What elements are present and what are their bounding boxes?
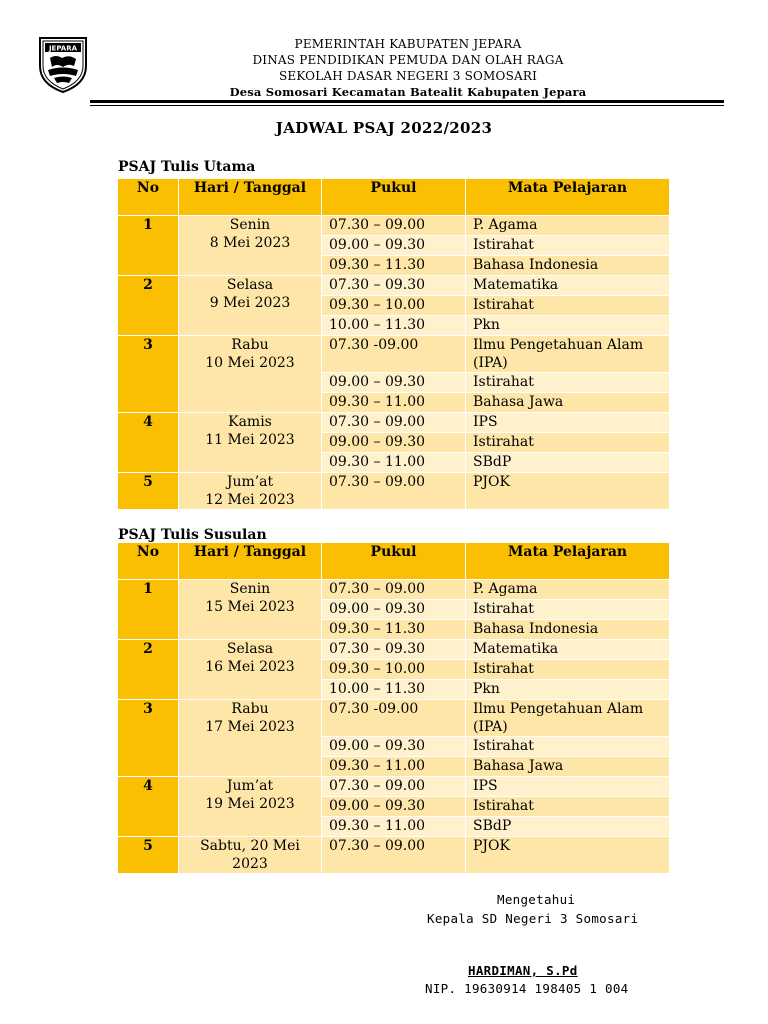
day-date-cell <box>179 216 322 276</box>
day-date-cell <box>179 700 322 777</box>
column-header-day: Hari / Tanggal <box>179 179 322 216</box>
day-date-cell <box>179 580 322 640</box>
time-cell: 09.00 – 09.30 <box>322 373 466 393</box>
subject-cell: PJOK <box>466 473 670 510</box>
table-row <box>118 276 670 296</box>
day-number-cell: 2 <box>118 640 179 700</box>
subject-cell: Ilmu Pengetahuan Alam (IPA) <box>466 700 670 737</box>
table-row <box>118 700 670 737</box>
time-cell: 07.30 -09.00 <box>322 700 466 737</box>
table-row <box>118 640 670 660</box>
table-row <box>118 216 670 236</box>
letterhead <box>36 28 720 106</box>
time-cell: 09.30 – 11.30 <box>322 256 466 276</box>
time-cell: 10.00 – 11.30 <box>322 316 466 336</box>
subject-cell: Istirahat <box>466 236 670 256</box>
day-name: Rabu <box>231 701 269 717</box>
day-date: 10 Mei 2023 <box>205 355 295 371</box>
subject-cell: Istirahat <box>466 737 670 757</box>
table-row <box>118 777 670 797</box>
schedule-table-susulan <box>117 542 670 874</box>
time-cell: 09.30 – 11.00 <box>322 393 466 413</box>
table-row <box>118 837 670 874</box>
time-cell: 10.00 – 11.30 <box>322 680 466 700</box>
subject-cell: IPS <box>466 413 670 433</box>
time-cell: 09.00 – 09.30 <box>322 797 466 817</box>
day-number-cell: 5 <box>118 473 179 510</box>
letterhead-rule-thin <box>90 105 724 106</box>
time-cell: 09.30 – 10.00 <box>322 296 466 316</box>
time-cell: 09.00 – 09.30 <box>322 433 466 453</box>
subject-cell: Istirahat <box>466 373 670 393</box>
schedule-table-utama <box>117 178 670 510</box>
column-header-no: No <box>118 543 179 580</box>
subject-cell: Istirahat <box>466 660 670 680</box>
subject-cell: Istirahat <box>466 600 670 620</box>
day-number-cell: 1 <box>118 580 179 640</box>
table-header-row <box>118 543 670 580</box>
time-cell: 07.30 – 09.00 <box>322 473 466 510</box>
subject-cell: Bahasa Indonesia <box>466 256 670 276</box>
time-cell: 09.00 – 09.30 <box>322 600 466 620</box>
subject-cell: SBdP <box>466 453 670 473</box>
day-date: 19 Mei 2023 <box>205 796 295 812</box>
day-number-cell: 3 <box>118 700 179 777</box>
document-title: JADWAL PSAJ 2022/2023 <box>275 119 493 137</box>
subject-cell: PJOK <box>466 837 670 874</box>
letterhead-line-1: PEMERINTAH KABUPATEN JEPARA <box>294 37 522 51</box>
subject-cell: Pkn <box>466 680 670 700</box>
day-number-cell: 4 <box>118 777 179 837</box>
column-header-time: Pukul <box>322 179 466 216</box>
day-date-cell <box>179 473 322 510</box>
subject-cell: Matematika <box>466 276 670 296</box>
jepara-emblem-icon <box>36 32 90 94</box>
day-name: Selasa <box>226 277 274 293</box>
subject-cell: Pkn <box>466 316 670 336</box>
time-cell: 07.30 – 09.00 <box>322 413 466 433</box>
subject-cell: Bahasa Jawa <box>466 757 670 777</box>
day-date: 17 Mei 2023 <box>205 719 295 735</box>
subject-cell: SBdP <box>466 817 670 837</box>
time-cell: 07.30 – 09.00 <box>322 837 466 874</box>
day-date-cell <box>179 640 322 700</box>
day-name: Kamis <box>228 414 272 430</box>
subject-cell: Istirahat <box>466 433 670 453</box>
subject-cell: Istirahat <box>466 296 670 316</box>
acknowledged-label: Mengetahui <box>497 892 576 907</box>
letterhead-line-2: DINAS PENDIDIKAN PEMUDA DAN OLAH RAGA <box>252 53 564 67</box>
time-cell: 07.30 – 09.30 <box>322 640 466 660</box>
day-name: Selasa <box>226 641 274 657</box>
subject-cell: Bahasa Indonesia <box>466 620 670 640</box>
day-number-cell: 4 <box>118 413 179 473</box>
time-cell: 07.30 – 09.00 <box>322 777 466 797</box>
time-cell: 09.30 – 11.30 <box>322 620 466 640</box>
subject-cell: P. Agama <box>466 216 670 236</box>
column-header-day: Hari / Tanggal <box>179 543 322 580</box>
day-name: Rabu <box>231 337 269 353</box>
column-header-subject: Mata Pelajaran <box>466 543 670 580</box>
day-name: Sabtu, 20 Mei <box>200 838 300 854</box>
day-name: Senin <box>229 217 271 233</box>
day-date: 2023 <box>232 856 268 872</box>
day-date: 9 Mei 2023 <box>209 295 291 311</box>
day-number-cell: 1 <box>118 216 179 276</box>
subject-cell: Bahasa Jawa <box>466 393 670 413</box>
time-cell: 09.30 – 10.00 <box>322 660 466 680</box>
section-title-utama: PSAJ Tulis Utama <box>118 159 256 175</box>
signatory-position: Kepala SD Negeri 3 Somosari <box>427 911 639 926</box>
time-cell: 09.00 – 09.30 <box>322 737 466 757</box>
day-name: Jum’at <box>226 778 274 794</box>
time-cell: 09.30 – 11.00 <box>322 817 466 837</box>
subject-cell: Matematika <box>466 640 670 660</box>
time-cell: 09.00 – 09.30 <box>322 236 466 256</box>
letterhead-line-4: Desa Somosari Kecamatan Batealit Kabupaten Jepara <box>229 85 587 99</box>
letterhead-rule-thick <box>90 100 724 103</box>
day-name: Senin <box>229 581 271 597</box>
time-cell: 09.30 – 11.00 <box>322 453 466 473</box>
day-number-cell: 2 <box>118 276 179 336</box>
signatory-nip: NIP. 19630914 198405 1 004 <box>425 981 629 996</box>
subject-cell: P. Agama <box>466 580 670 600</box>
day-date: 8 Mei 2023 <box>209 235 291 251</box>
column-header-time: Pukul <box>322 543 466 580</box>
day-date: 11 Mei 2023 <box>205 432 295 448</box>
svg-text:JEPARA: JEPARA <box>48 44 78 53</box>
day-date-cell <box>179 837 322 874</box>
day-date-cell <box>179 276 322 336</box>
signatory-name: HARDIMAN, S.Pd <box>468 963 578 978</box>
table-row <box>118 473 670 510</box>
day-date: 15 Mei 2023 <box>205 599 295 615</box>
time-cell: 09.30 – 11.00 <box>322 757 466 777</box>
day-number-cell: 3 <box>118 336 179 413</box>
table-row <box>118 336 670 373</box>
day-date: 12 Mei 2023 <box>205 492 295 508</box>
subject-cell: Ilmu Pengetahuan Alam (IPA) <box>466 336 670 373</box>
column-header-subject: Mata Pelajaran <box>466 179 670 216</box>
day-date-cell <box>179 413 322 473</box>
subject-cell: IPS <box>466 777 670 797</box>
column-header-no: No <box>118 179 179 216</box>
time-cell: 07.30 – 09.00 <box>322 580 466 600</box>
table-row <box>118 413 670 433</box>
time-cell: 07.30 -09.00 <box>322 336 466 373</box>
day-date-cell <box>179 777 322 837</box>
time-cell: 07.30 – 09.30 <box>322 276 466 296</box>
day-number-cell: 5 <box>118 837 179 874</box>
section-title-susulan: PSAJ Tulis Susulan <box>118 527 267 543</box>
subject-cell: Istirahat <box>466 797 670 817</box>
time-cell: 07.30 – 09.00 <box>322 216 466 236</box>
table-header-row <box>118 179 670 216</box>
table-row <box>118 580 670 600</box>
letterhead-line-3: SEKOLAH DASAR NEGERI 3 SOMOSARI <box>278 69 538 83</box>
letterhead-text <box>96 36 720 100</box>
day-date: 16 Mei 2023 <box>205 659 295 675</box>
day-date-cell <box>179 336 322 413</box>
day-name: Jum’at <box>226 474 274 490</box>
